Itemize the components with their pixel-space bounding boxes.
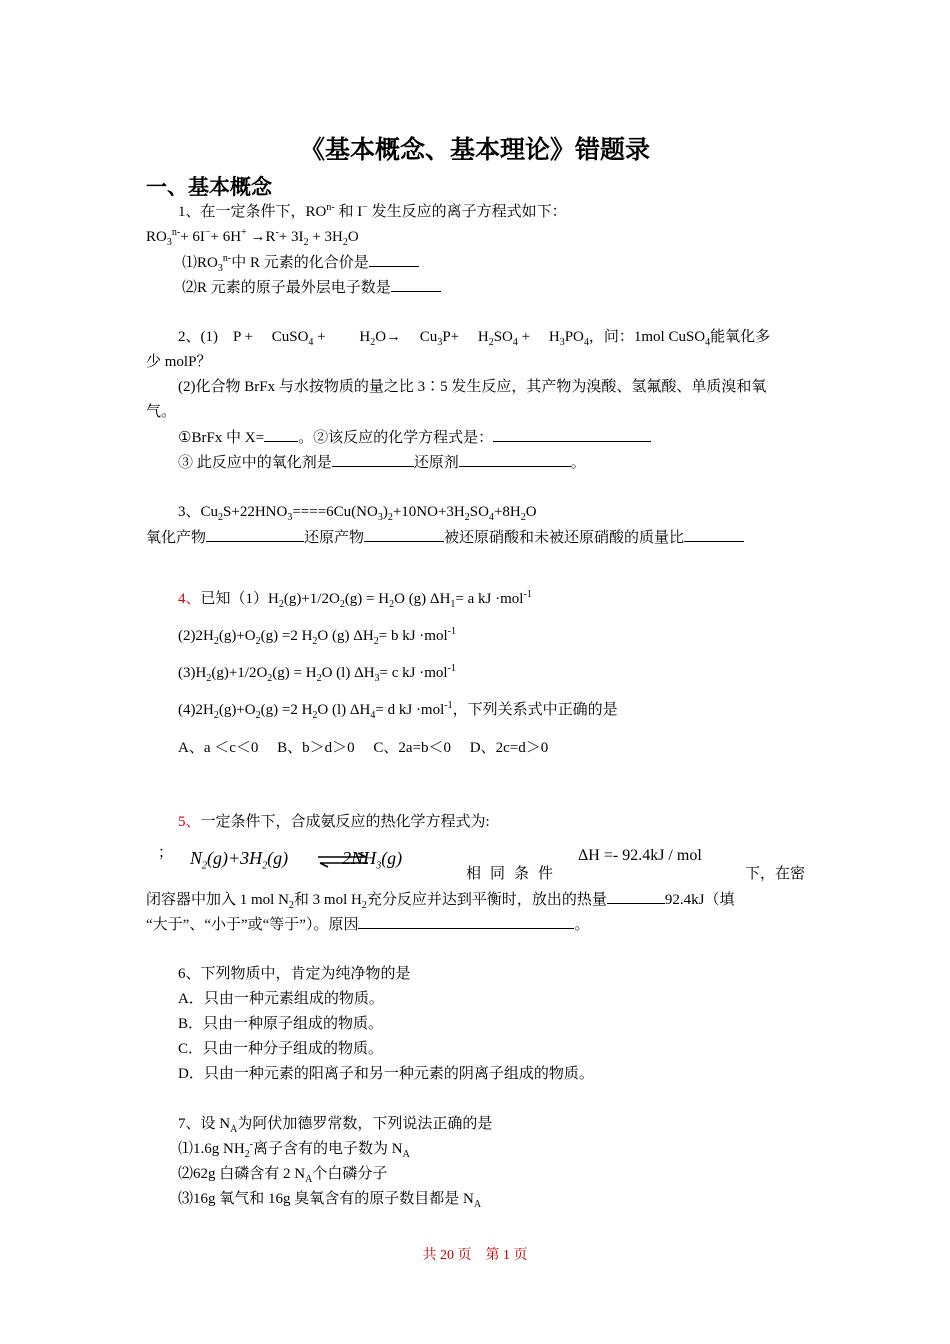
- q4-line1: 4、已知$(1)H_2(g)+1/2O_2(g) = H_2O$ (g) $\Delta H_1= a$ kJ ·mol$^{-1}$: [178, 589, 532, 610]
- page-title: 《基本概念、基本理论》错题录: [299, 137, 650, 164]
- q1-equation: $RO_3^{n-}+ 6I^-+ 6H^+ \to R^-+ 3I_2 + 3H_2O$: [146, 227, 359, 248]
- q2-sub1: ①BrFx 中 X= 。②该反应的化学方程式是：: [178, 427, 651, 448]
- q7-stem: 7、设 $N_A$为阿伏加德罗常数，下列说法正确的是: [178, 1116, 493, 1135]
- q7-item2: ⑵62g 白磷含有 2 $N_A$个白磷分子: [178, 1166, 388, 1185]
- answer-blank[interactable]: [332, 452, 414, 467]
- q5-equation: $N_2(g)+3H_2(g)$ $2NH_3(g)$: [190, 848, 403, 872]
- q2-part2-cont: 气。: [146, 404, 177, 420]
- answer-blank[interactable]: [358, 914, 574, 929]
- q5-semicolon: ；: [158, 845, 174, 861]
- q1-intro: 1、在一定条件下，$RO^{n-}$ 和 I− 发生反应的离子方程式如下：: [178, 202, 567, 220]
- q5-after: 下，在密: [745, 866, 806, 882]
- q3-question: 氧化产物 还原产物 被还原硝酸和未被还原硝酸的质量比: [146, 527, 744, 548]
- answer-blank[interactable]: [684, 527, 744, 542]
- q5-same-condition: 相同条件: [466, 866, 563, 882]
- q4-options: A、a ＜c＜0 B、b＞d＞0 C、2a=b＜0 D、2c=d＞0: [178, 740, 549, 756]
- q6-option-a: A．只由一种元素组成的物质。: [178, 991, 384, 1007]
- answer-blank[interactable]: [459, 452, 571, 467]
- q1-part1: $⑴RO_3^{n-}$中 R 元素的化合价是: [182, 252, 419, 273]
- q6-stem: 6、下列物质中，肯定为纯净物的是: [178, 966, 411, 982]
- answer-blank[interactable]: [264, 427, 298, 442]
- answer-blank[interactable]: [206, 527, 304, 542]
- q1-part2: ⑵R 元素的原子最外层电子数是: [182, 277, 441, 298]
- q4-line4: $(4)2H_2(g)+O_2(g) =2$ $H_2O$ (l) $\Delta H_4= d$ kJ ·mol$^{-1}$，下列关系式中正确的是: [178, 700, 618, 721]
- q5-enthalpy: ΔH =- 92.4kJ / mol: [578, 847, 702, 864]
- answer-blank[interactable]: [369, 252, 419, 267]
- answer-blank[interactable]: [391, 277, 441, 292]
- q2-line1: 2、(1) P + CuSO$_4$ + $H_2O\to$ $Cu_3P+$ $H_2SO_4$ + $H_3PO_4$，问：1mol CuSO$_4$能氧化多: [178, 329, 771, 348]
- equilibrium-arrow-icon: [316, 852, 370, 868]
- answer-blank[interactable]: [493, 427, 651, 442]
- page-footer: 共 20 页 第 1 页: [422, 1248, 528, 1263]
- q5-intro: 5、一定条件下，合成氨反应的热化学方程式为:: [178, 814, 490, 830]
- q2-sub2: ③ 此反应中的氧化剂是 还原剂 。: [178, 452, 586, 473]
- q5-line3: “大于”、“小于”或“等于”）。原因 。: [146, 914, 589, 935]
- q6-option-b: B．只由一种原子组成的物质。: [178, 1016, 384, 1032]
- answer-blank[interactable]: [607, 889, 665, 904]
- q6-option-c: C．只由一种分子组成的物质。: [178, 1041, 384, 1057]
- section-heading: 一、基本概念: [146, 175, 272, 199]
- q4-line2: $(2)2H_2(g)+O_2(g) =2$ $H_2O$ (g) $\Delta H_2= b$ kJ ·mol$^{-1}$: [178, 626, 456, 647]
- q5-line2: 闭容器中加入 1 mol $N_2$和 3 mol $H_2$充分反应并达到平衡时，放出的热量 92.4kJ（填: [146, 889, 734, 910]
- q7-item3: ⑶16g 氧气和 16g 臭氧含有的原子数目都是 $N_A$: [178, 1191, 482, 1210]
- q6-option-d: D．只由一种元素的阳离子和另一种元素的阴离子组成的物质。: [178, 1066, 594, 1082]
- q2-line2: 少 molP？: [146, 354, 212, 370]
- q4-line3: $(3)H_2(g)+1/2O_2(g) = H_2O$ (l) $\Delta H_3= c$ kJ ·mol$^{-1}$: [178, 663, 456, 684]
- q7-item1: ⑴1.6g $NH_2^-$离子含有的电子数为 $N_A$: [178, 1139, 410, 1160]
- q2-part2: (2)化合物 BrFx 与水按物质的量之比 3∶5 发生反应，其产物为溴酸、氢氟酸、单质溴和氧: [178, 379, 767, 395]
- q3-equation: 3、$Cu_2S+22HNO_3====6Cu(NO_3)_2+10NO+3H_2SO_4+8H_2O$: [178, 504, 537, 523]
- answer-blank[interactable]: [364, 527, 444, 542]
